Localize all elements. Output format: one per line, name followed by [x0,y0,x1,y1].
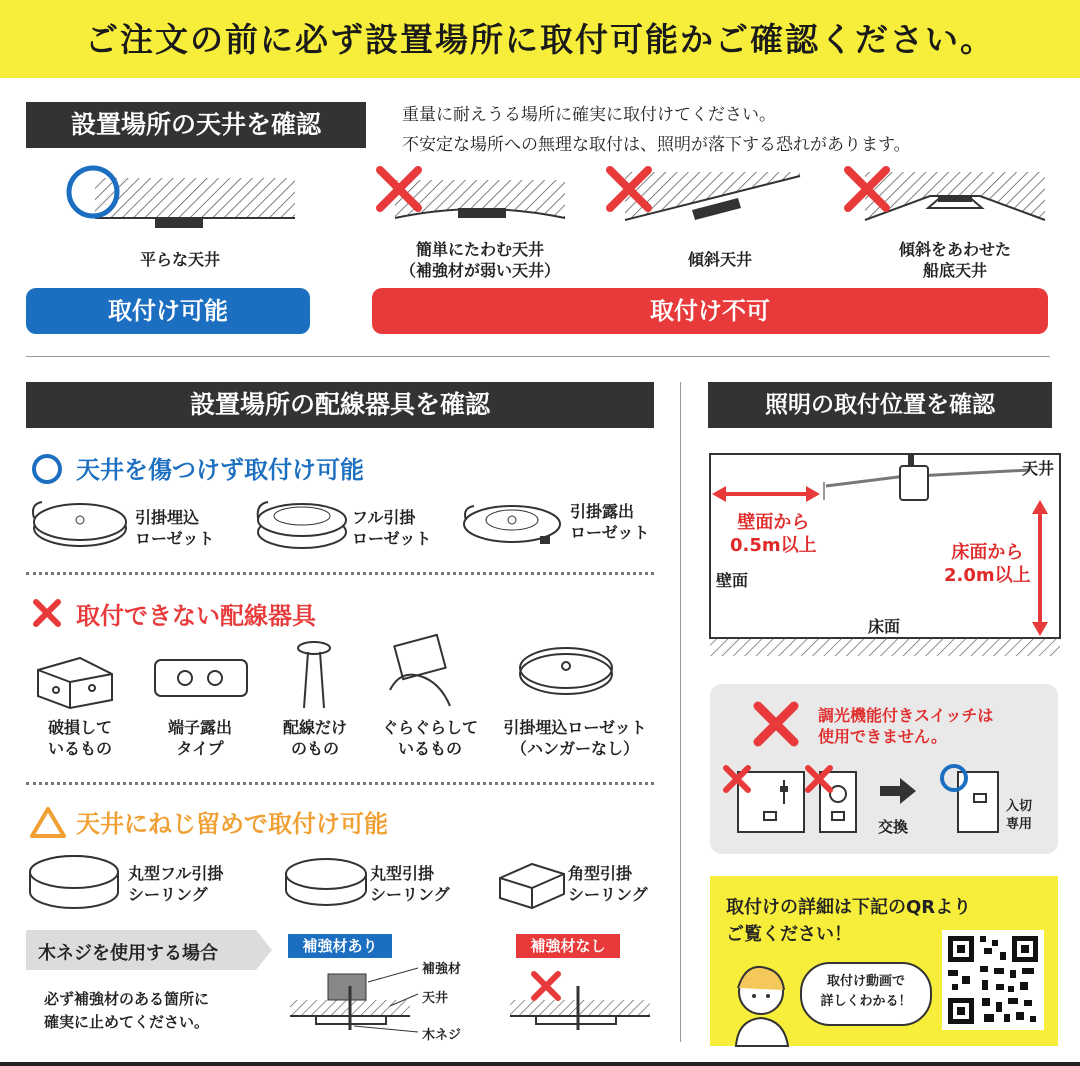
wall-distance-label: 壁面から 0.5m以上 [730,512,817,556]
wire-only-icon [298,642,330,708]
exposed-rosette-icon [464,506,560,544]
wiring-ng-label: ぐらぐらして いるもの [381,718,478,758]
screw-diagrams [0,960,680,1050]
exchange-label: 交換 [878,818,909,836]
ok-pill: 取付け可能 [26,288,310,334]
ng-cross-icon [32,598,62,628]
banner-text: ご注文の前に必ず設置場所に取付可能かご確認ください。 [85,20,995,59]
with-reinforcement-tag: 補強材あり [288,934,392,958]
loose-device-icon [390,635,450,706]
qr-title: 取付けの詳細は下記のQRより ご覧ください！ [726,897,972,945]
wiring-ng-label: 引掛埋込ローゼット （ハンガーなし） [503,718,647,758]
flat-ceiling-diagram [69,168,295,228]
ceiling-label: 天井 [1022,459,1055,478]
without-reinforcement-tag: 補強材なし [516,934,620,958]
ng-cross-icon [534,974,558,998]
dotted-divider [26,782,654,785]
ceiling-section-header: 設置場所の天井を確認 [26,102,366,148]
ok-circle-icon [30,452,64,486]
wiring-ng-label: 破損して いるもの [47,718,112,758]
wiring-section-header: 設置場所の配線器具を確認 [26,382,654,428]
full-rosette-icon [258,502,346,548]
ceiling-type-label: 簡単にたわむ天井 （補強材が弱い天井） [399,240,560,280]
screw-item-label: 丸型フル引掛 シーリング [128,864,224,904]
callout-screw: 木ネジ [422,1028,462,1043]
ceiling-type-label: 傾斜をあわせた 船底天井 [898,240,1011,280]
embedded-rosette-icon [33,502,126,546]
square-ceiling-icon [500,864,564,908]
ng-cross-icon [752,700,800,748]
wall-label: 壁面 [716,571,749,590]
ceiling-note-2: 不安定な場所への無理な取付は、照明が落下する恐れがあります。 [402,135,911,155]
qr-code[interactable] [942,930,1044,1030]
caution-triangle-icon [30,806,66,838]
screw-title: 天井にねじ留めで取付け可能 [76,810,388,838]
callout-reinforcement: 補強材 [422,962,462,977]
ship-bottom-ceiling-diagram [848,170,1045,220]
callout-ceiling: 天井 [422,991,449,1006]
with-reinforcement-diagram [290,968,418,1032]
bottom-border [0,1062,1080,1066]
ceiling-type-label: 平らな天井 [139,250,220,269]
screw-item-label: 角型引掛 シーリング [568,864,648,904]
wiring-ok-label: 引掛露出 ローゼット [570,502,650,542]
screw-item-label: 丸型引掛 シーリング [370,864,450,904]
round-full-ceiling-icon [30,856,118,908]
ok-wiring-title: 天井を傷つけず取付け可能 [76,456,364,484]
wiring-ok-label: フル引掛 ローゼット [352,508,432,548]
dial-switch-icon [808,768,856,832]
wiring-ng-label: 配線だけ のもの [282,718,347,758]
switch-warning: 調光機能付きスイッチは 使用できません。 [818,706,994,746]
sagging-ceiling-diagram [380,170,565,218]
wiring-ok-label: 引掛埋込 ローゼット [135,508,215,548]
onoff-label: 入切 専用 [1006,799,1033,832]
sloped-ceiling-diagram [610,170,800,220]
guide-person-illustration [716,950,806,1046]
wiring-ng-label: 端子露出 タイプ [167,718,232,758]
ceiling-note-1: 重量に耐えうる場所に確実に取付けてください。 [402,105,776,125]
speech-bubble: 取付け動画で 詳しくわかる！ [800,962,932,1026]
floor-label: 床面 [868,617,901,636]
ng-wiring-title: 取付できない配線器具 [76,602,316,630]
dotted-divider [26,572,654,575]
no-hanger-rosette-icon [520,648,612,694]
column-divider [680,382,681,1042]
floor-distance-label: 床面から 2.0m以上 [944,542,1031,586]
section-divider [26,356,1050,357]
broken-device-icon [38,658,112,708]
wood-screw-tag: 木ネジを使用する場合 [38,943,218,964]
without-reinforcement-diagram [510,974,650,1030]
round-ceiling-icon [286,859,366,905]
wood-note: 必ず補強材のある箇所に 確実に止めてください。 [44,990,210,1031]
ceiling-type-label: 傾斜天井 [687,250,752,269]
position-section-header: 照明の取付位置を確認 [708,382,1052,428]
dimmer-switch-icon [726,768,804,832]
ng-wiring-icons [0,630,680,710]
ng-pill: 取付け不可 [372,288,1048,334]
arrow-right-icon [880,778,916,804]
onoff-switch-icon [942,766,998,832]
exposed-terminal-icon [155,660,247,696]
